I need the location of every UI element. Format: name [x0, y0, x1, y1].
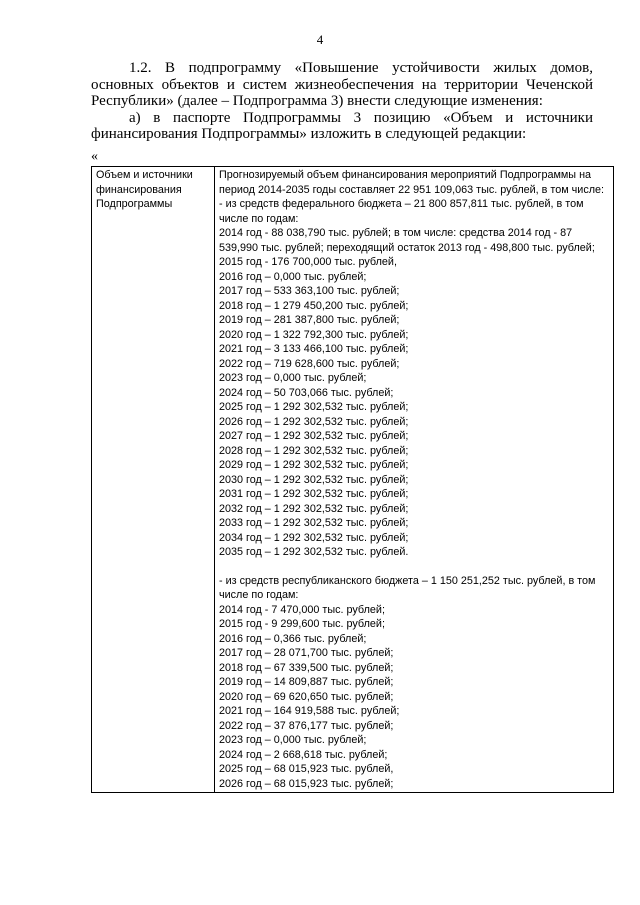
intro-paragraph-2: а) в паспорте Подпрограммы 3 позицию «Объем и источники финансирования Подпрограммы» изложить в следующей редакции: — [91, 109, 593, 143]
year-line: 2022 год – 37 876,177 тыс. рублей; — [219, 719, 394, 732]
year-line: 2029 год – 1 292 302,532 тыс. рублей; — [219, 459, 409, 471]
year-line: 2020 год – 1 322 792,300 тыс. рублей; — [219, 328, 409, 341]
year-line: 2017 год – 28 071,700 тыс. рублей; — [219, 647, 394, 659]
year-line: 2021 год – 164 919,588 тыс. рублей; — [219, 705, 400, 717]
year-line: 2019 год – 281 387,800 тыс. рублей; — [219, 314, 400, 326]
intro-paragraph-1: 1.2. В подпрограмму «Повышение устойчивости жилых домов, основных объектов и систем жизнеобеспечения на территории Чеченской Республики» (далее – Подпрограмма 3) внести следующие изменения: — [91, 60, 593, 110]
year-line: 2017 год – 533 363,100 тыс. рублей; — [219, 285, 400, 297]
federal-budget-header: - из средств федерального бюджета – 21 800 857,811 тыс. рублей, в том числе по годам: — [219, 198, 584, 225]
passport-table — [91, 166, 614, 793]
year-line: 2015 год - 176 700,000 тыс. рублей, — [219, 256, 397, 268]
year-line: 2025 год – 1 292 302,532 тыс. рублей; — [219, 401, 409, 413]
year-line: 2033 год – 1 292 302,532 тыс. рублей; — [219, 517, 409, 529]
republic-years-list — [219, 603, 609, 792]
year-line: 2024 год – 50 703,066 тыс. рублей; — [219, 386, 394, 399]
year-line: 2031 год – 1 292 302,532 тыс. рублей; — [219, 488, 409, 500]
year-line: 2014 год - 7 470,000 тыс. рублей; — [219, 603, 385, 616]
year-line: 2030 год – 1 292 302,532 тыс. рублей; — [219, 473, 409, 486]
federal-years-list — [219, 226, 609, 560]
year-line: 2018 год – 1 279 450,200 тыс. рублей; — [219, 299, 409, 312]
year-line: 2020 год – 69 620,650 тыс. рублей; — [219, 690, 394, 703]
year-line: 2024 год – 2 668,618 тыс. рублей; — [219, 748, 388, 761]
page-number: 4 — [316, 32, 324, 47]
year-line: 2023 год – 0,000 тыс. рублей; — [219, 372, 367, 384]
year-line: 2019 год – 14 809,887 тыс. рублей; — [219, 676, 394, 688]
spacer — [219, 560, 609, 574]
financing-details-cell — [215, 167, 614, 793]
republic-budget-header: - из средств республиканского бюджета – 1 150 251,252 тыс. рублей, в том числе по годам: — [219, 574, 596, 601]
intro-text — [91, 60, 593, 143]
year-line: 2016 год – 0,366 тыс. рублей; — [219, 632, 367, 645]
financing-summary: Прогнозируемый объем финансирования мероприятий Подпрограммы на период 2014-2035 годы составляет 22 951 109,063 тыс. рублей, в том числе: — [219, 169, 605, 196]
year-line: 2027 год – 1 292 302,532 тыс. рублей; — [219, 430, 409, 442]
year-line: 2018 год – 67 339,500 тыс. рублей; — [219, 661, 394, 674]
year-line: 2028 год – 1 292 302,532 тыс. рублей; — [219, 444, 409, 457]
position-name-cell: Объем и источники финансирования Подпрограммы — [92, 167, 215, 793]
year-line: 2026 год – 68 015,923 тыс. рублей; — [219, 777, 394, 790]
year-line: 2034 год – 1 292 302,532 тыс. рублей; — [219, 531, 409, 544]
year-line: 2023 год – 0,000 тыс. рублей; — [219, 734, 367, 746]
year-line: 2015 год - 9 299,600 тыс. рублей; — [219, 618, 385, 630]
year-line: 2026 год – 1 292 302,532 тыс. рублей; — [219, 415, 409, 428]
year-line: 2032 год – 1 292 302,532 тыс. рублей; — [219, 502, 409, 515]
year-line: 2025 год – 68 015,923 тыс. рублей, — [219, 763, 394, 775]
year-line: 2022 год – 719 628,600 тыс. рублей; — [219, 357, 400, 370]
opening-quote: « — [91, 149, 98, 164]
table-row — [92, 167, 614, 793]
year-line: 2016 год – 0,000 тыс. рублей; — [219, 270, 367, 283]
year-line: 2021 год – 3 133 466,100 тыс. рублей; — [219, 343, 409, 355]
year-line: 2014 год - 88 038,790 тыс. рублей; в том числе: средства 2014 год - 87 539,990 тыс. рублей; переходящий остаток 2013 год - 498,800 тыс. рублей; — [219, 227, 595, 254]
year-line: 2035 год – 1 292 302,532 тыс. рублей. — [219, 546, 409, 558]
